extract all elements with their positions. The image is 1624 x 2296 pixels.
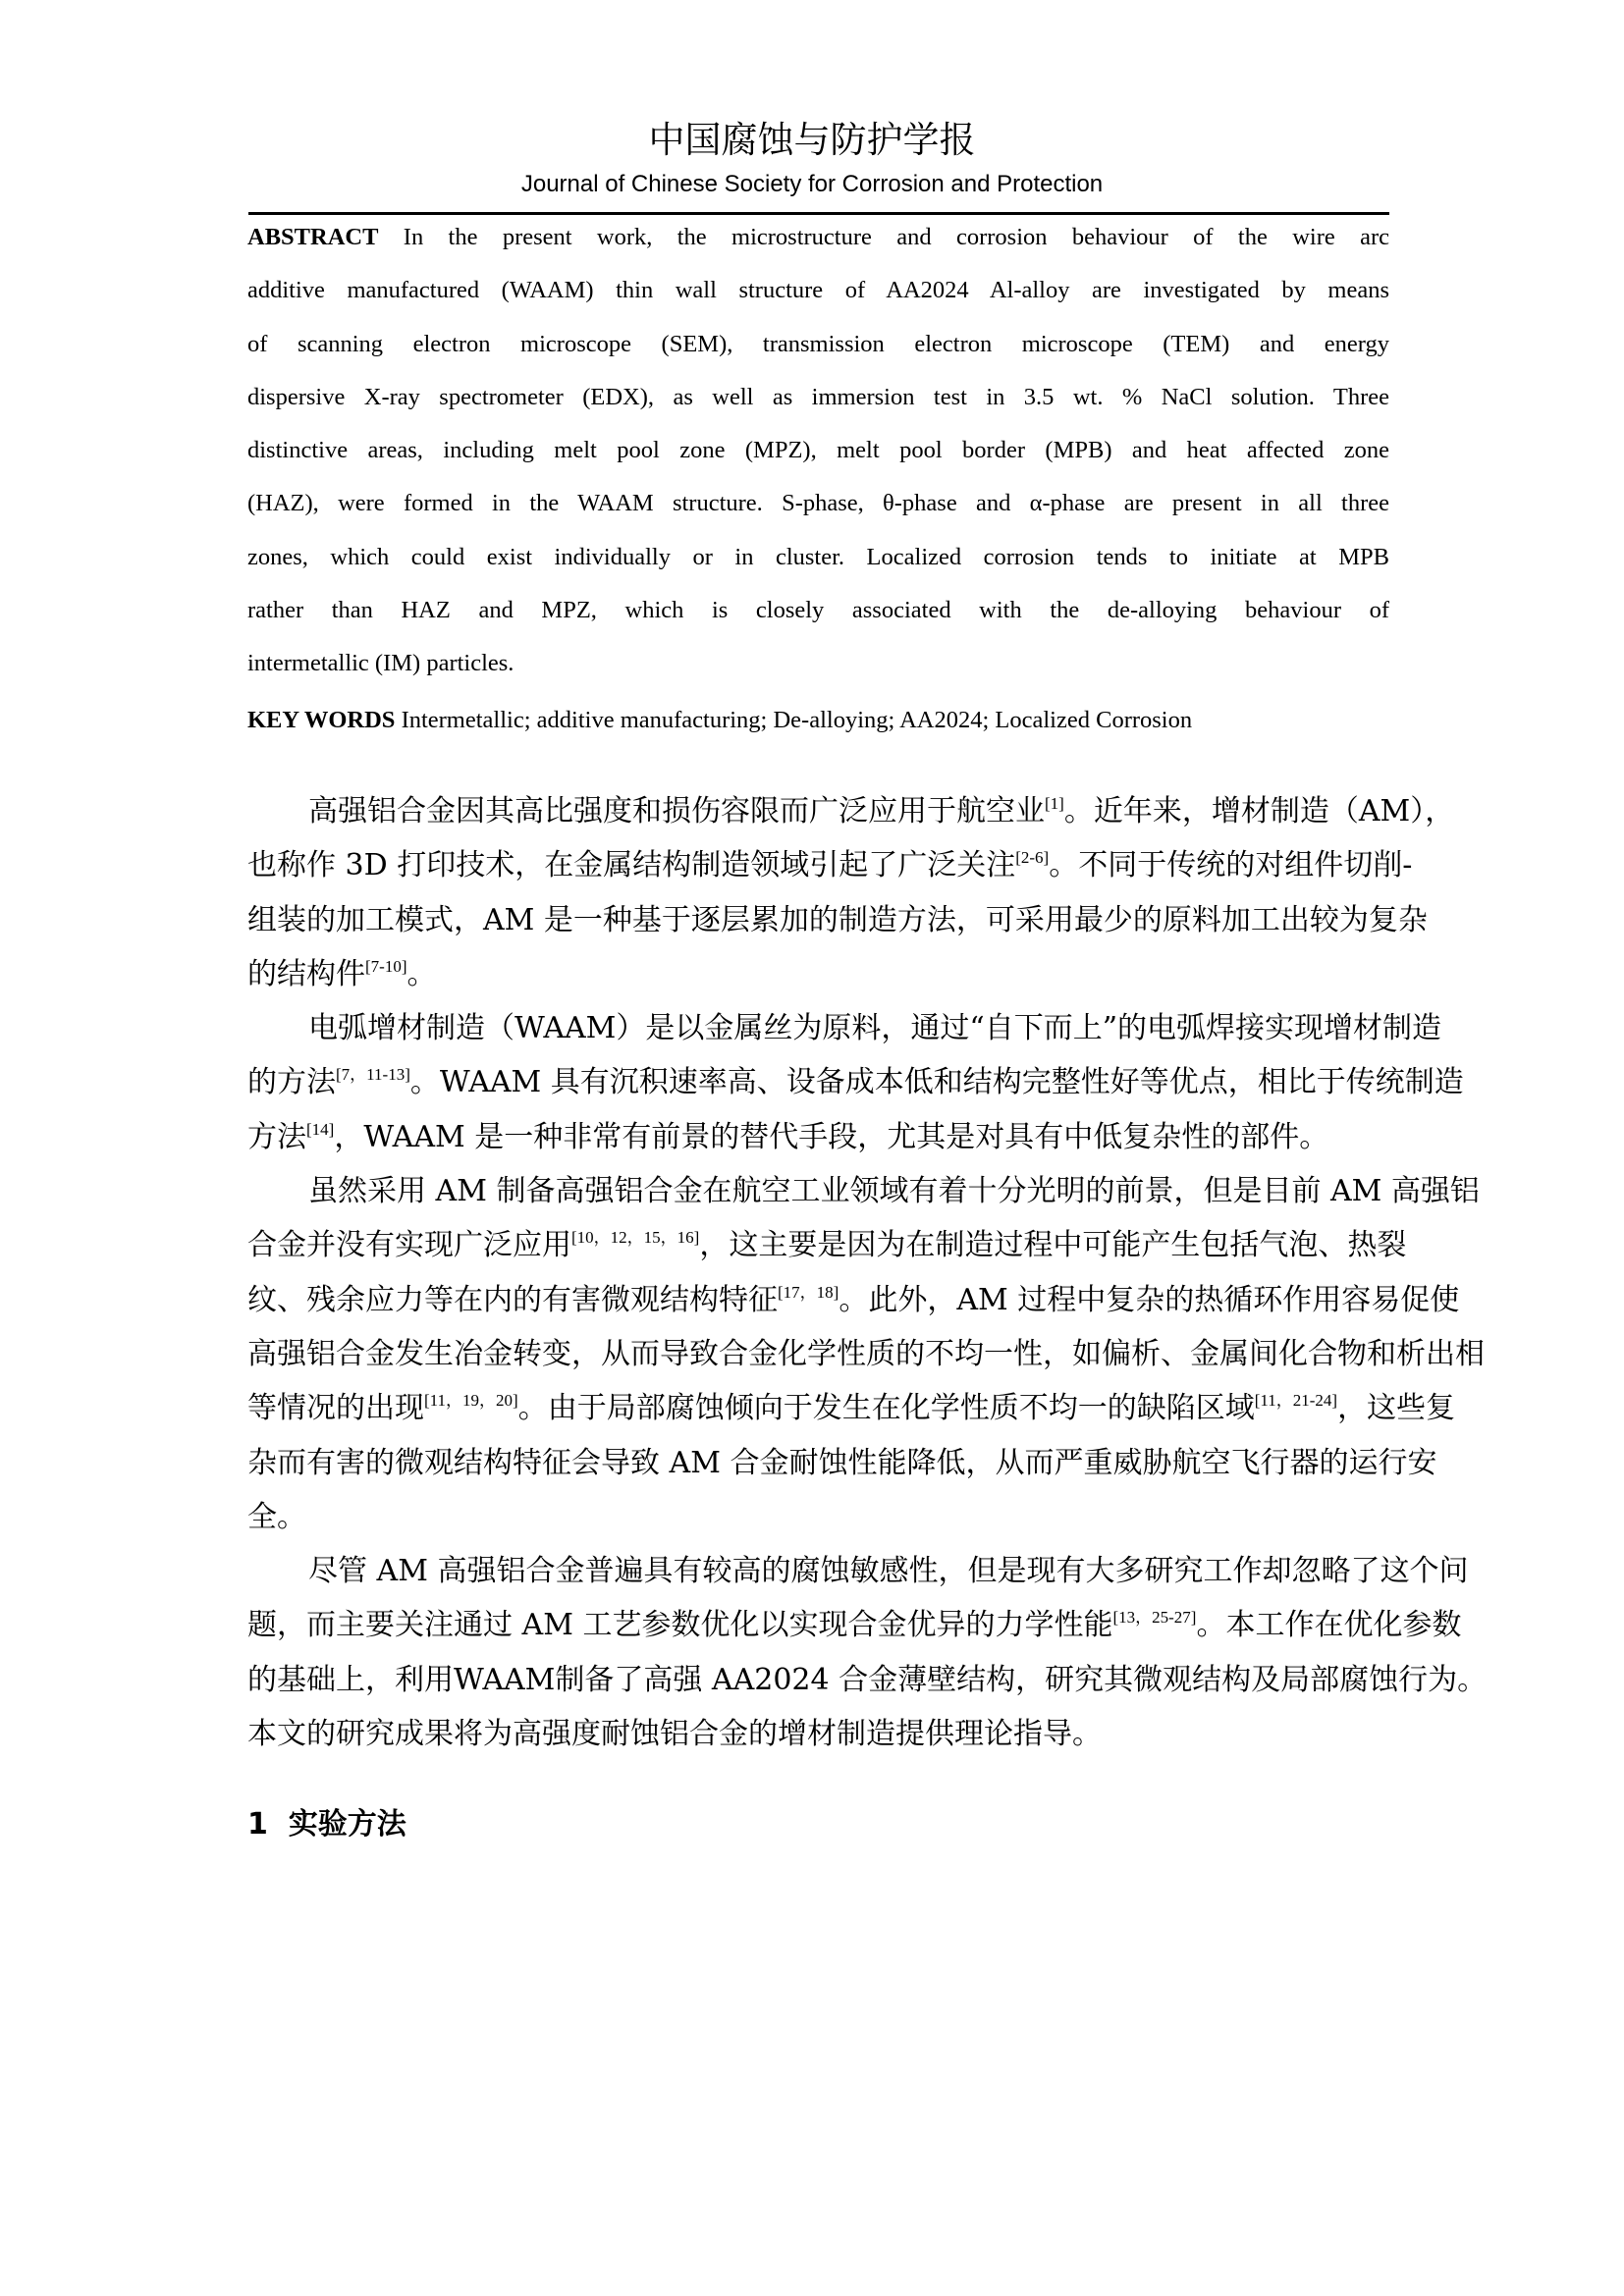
- text-run: ，这主要是因为在制造过程中可能产生包括气泡、热裂: [699, 1228, 1407, 1263]
- text-run: 虽然采用 AM 制备高强铝合金在航空工业领域有着十分光明的前景，但是目前 AM 高强铝: [308, 1174, 1480, 1209]
- body-text: [247, 784, 1488, 1761]
- abstract-text: rather than HAZ and MPZ, which is closely associated with the de-alloying behaviour of: [247, 597, 1389, 624]
- paragraph-line: [247, 1218, 1407, 1272]
- citation: [11，19，20]: [424, 1391, 518, 1411]
- paragraph-line: [247, 1653, 1488, 1707]
- paragraph-line: [247, 1436, 1437, 1490]
- text-run: 题，而主要关注通过 AM 工艺参数优化以实现合金优异的力学性能: [247, 1608, 1113, 1643]
- paragraph-line: [247, 947, 1389, 1001]
- text-run: 合金并没有实现广泛应用: [247, 1228, 571, 1263]
- abstract-text: distinctive areas, including melt pool zone (MPZ), melt pool border (MPB) and heat affected zone: [247, 437, 1389, 464]
- journal-title-chinese: 中国腐蚀与防护学报: [648, 119, 976, 161]
- citation: [10，12，15，16]: [571, 1228, 700, 1248]
- text-run: 。近年来，增材制造（AM），: [1063, 794, 1455, 828]
- text-run: ，WAAM 是一种非常有前景的替代手段，尤其是对具有中低复杂性的部件。: [334, 1119, 1329, 1154]
- text-run: 。不同于传统的对组件切削-: [1049, 848, 1413, 883]
- text-run: 本文的研究成果将为高强度耐蚀铝合金的增材制造提供理论指导。: [247, 1717, 1102, 1752]
- paragraph-line: [247, 1273, 1460, 1327]
- paragraph-line: [247, 838, 1413, 892]
- keywords: [247, 694, 1389, 747]
- abstract-line: [247, 531, 1389, 584]
- citation: [2-6]: [1015, 848, 1050, 868]
- text-run: 等情况的出现: [247, 1391, 424, 1426]
- paragraph: [247, 1164, 1485, 1544]
- text-run: 的方法: [247, 1065, 336, 1100]
- abstract-line: [247, 637, 1389, 690]
- text-run: 。WAAM 具有沉积速率高、设备成本低和结构完整性好等优点，相比于传统制造: [409, 1065, 1464, 1100]
- text-run: 的结构件: [247, 956, 365, 991]
- abstract-line: [247, 264, 1389, 317]
- keywords-label: KEY WORDS: [247, 707, 396, 733]
- text-run: 方法: [247, 1119, 306, 1154]
- paragraph-line: [247, 1055, 1464, 1109]
- citation: [11，21-24]: [1254, 1391, 1338, 1411]
- text-run: 。本工作在优化参数: [1196, 1608, 1462, 1643]
- abstract-line: [247, 584, 1389, 637]
- citation: [13，25-27]: [1112, 1608, 1197, 1628]
- abstract-text: dispersive X-ray spectrometer (EDX), as well as immersion test in 3.5 wt. % NaCl solution. Three: [247, 383, 1389, 410]
- text-run: 。由于局部腐蚀倾向于发生在化学性质不均一的缺陷区域: [517, 1391, 1255, 1426]
- text-run: 全。: [247, 1499, 306, 1534]
- text-run: 高强铝合金发生冶金转变，从而导致合金化学性质的不均一性，如偏析、金属间化合物和析出相: [247, 1336, 1485, 1371]
- text-run: 的基础上，利用WAAM制备了高强 AA2024 合金薄壁结构，研究其微观结构及局部腐蚀行为。: [247, 1662, 1488, 1697]
- paragraph-line: [247, 893, 1428, 947]
- journal-title-english: Journal of Chinese Society for Corrosion and Protection: [520, 171, 1104, 197]
- paragraph-line: [247, 1381, 1456, 1435]
- section-heading: 1 实验方法: [247, 1807, 406, 1842]
- keywords-text: Intermetallic; additive manufacturing; De-alloying; AA2024; Localized Corrosion: [395, 707, 1193, 733]
- keywords-line: [247, 694, 1389, 747]
- text-run: 。此外，AM 过程中复杂的热循环作用容易促使: [839, 1282, 1460, 1317]
- text-run: 组装的加工模式，AM 是一种基于逐层累加的制造方法，可采用最少的原料加工出较为复杂: [247, 902, 1428, 937]
- paragraph: [247, 1544, 1488, 1761]
- text-run: 电弧增材制造（WAAM）是以金属丝为原料，通过“自下而上”的电弧焊接实现增材制造: [308, 1011, 1442, 1046]
- abstract-line: [247, 424, 1389, 477]
- paragraph-line: [247, 1490, 1389, 1544]
- text-run: 。: [406, 956, 437, 991]
- abstract-text: additive manufactured (WAAM) thin wall structure of AA2024 Al-alloy are investigated by means: [247, 277, 1389, 304]
- abstract-line: [247, 371, 1389, 424]
- citation: [7-10]: [365, 956, 407, 976]
- citation: [14]: [306, 1119, 335, 1139]
- paragraph-line: [247, 1598, 1462, 1652]
- paragraph-line: [247, 1707, 1389, 1761]
- citation: [1]: [1045, 794, 1064, 813]
- abstract-line: [247, 211, 1389, 264]
- text-run: 也称作 3D 打印技术，在金属结构制造领域引起了广泛关注: [247, 848, 1016, 883]
- abstract-line: [247, 477, 1389, 530]
- paragraph-line: [247, 1001, 1442, 1055]
- abstract-text: intermetallic (IM) particles.: [247, 650, 514, 677]
- paragraph-line: [247, 1544, 1469, 1598]
- paragraph: [247, 784, 1455, 1001]
- paragraph-line: [247, 1164, 1480, 1218]
- paragraph: [247, 1001, 1464, 1164]
- abstract-text: (HAZ), were formed in the WAAM structure. S-phase, θ-phase and α-phase are present in all three: [247, 490, 1389, 517]
- text-run: 纹、残余应力等在内的有害微观结构特征: [247, 1282, 778, 1317]
- abstract: [247, 211, 1389, 691]
- abstract-line: [247, 318, 1389, 371]
- citation: [17，18]: [778, 1282, 839, 1302]
- text-run: 杂而有害的微观结构特征会导致 AM 合金耐蚀性能降低，从而严重威胁航空飞行器的运行安: [247, 1445, 1437, 1480]
- paragraph-line: [247, 1327, 1485, 1381]
- abstract-text: zones, which could exist individually or in cluster. Localized corrosion tends to initiate at MPB: [247, 543, 1389, 570]
- text-run: 高强铝合金因其高比强度和损伤容限而广泛应用于航空业: [308, 794, 1045, 828]
- abstract-text: In the present work, the microstructure and corrosion behaviour of the wire arc: [378, 224, 1389, 250]
- paragraph-line: [247, 1110, 1389, 1164]
- text-run: 尽管 AM 高强铝合金普遍具有较高的腐蚀敏感性，但是现有大多研究工作却忽略了这个问: [308, 1554, 1469, 1589]
- abstract-text: of scanning electron microscope (SEM), transmission electron microscope (TEM) and energy: [247, 330, 1389, 357]
- abstract-label: ABSTRACT: [247, 224, 379, 250]
- paragraph-line: [247, 784, 1455, 838]
- text-run: ，这些复: [1337, 1391, 1456, 1426]
- citation: [7，11-13]: [336, 1065, 410, 1085]
